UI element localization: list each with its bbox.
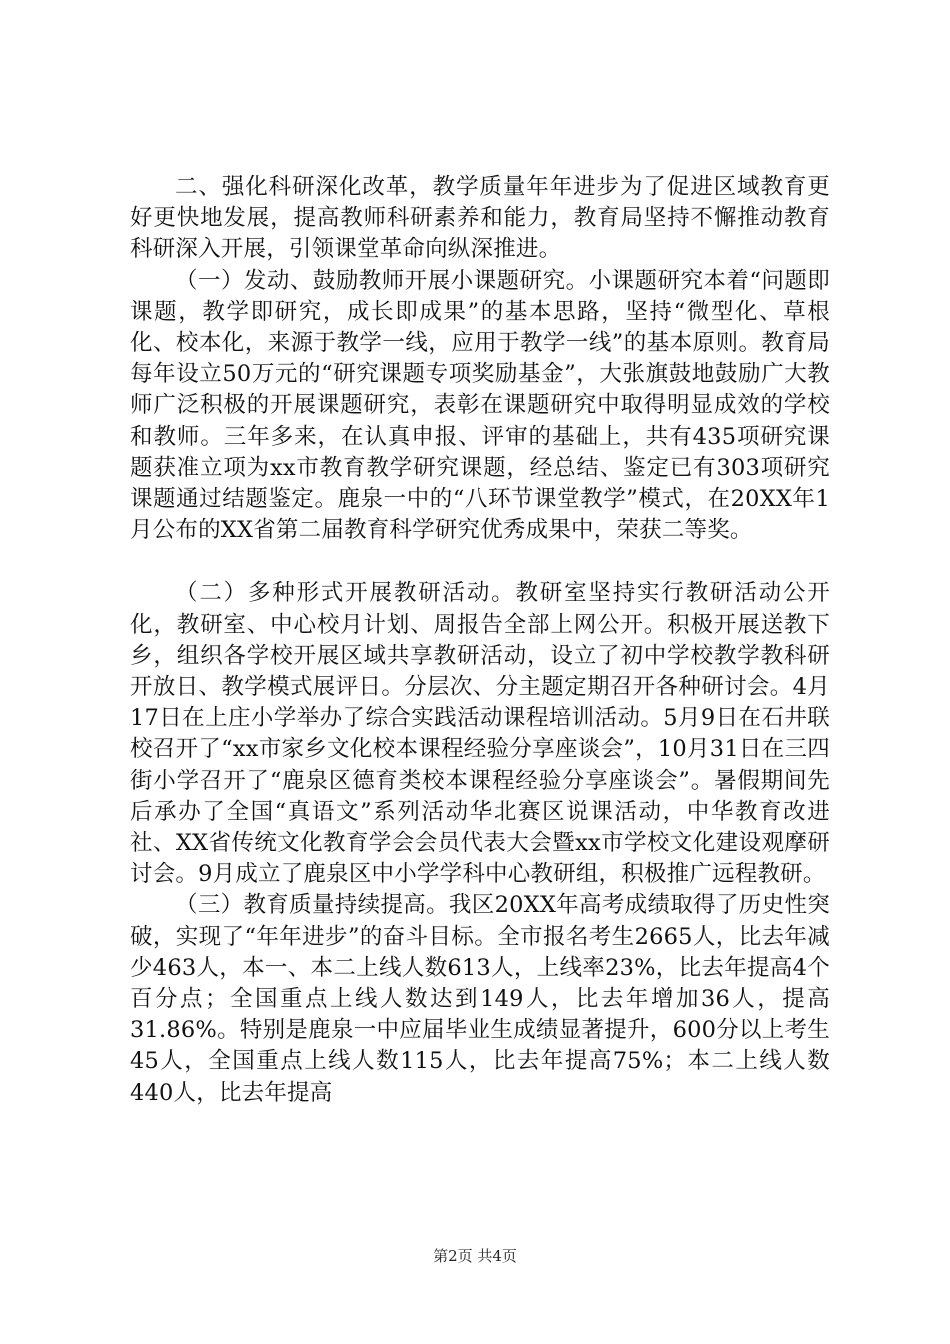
document-body: [130, 172, 830, 1109]
paragraph-subsection-three: （三）教育质量持续提高。我区20XX年高考成绩取得了历史性突破，实现了“年年进步”的奋斗目标。全市报名考生2665人，比去年减少463人，本一、本二上线人数613人，上线率23%，比去年提高4个百分点；全国重点上线人数达到149人，比去年增加36人，提高31.86%。特别是鹿泉一中应届毕业生成绩显著提升，600分以上考生45人，全国重点上线人数115人，比去年提高75%；本二上线人数440人，比去年提高: [130, 892, 830, 1106]
paragraph-subsection-two: （二）多种形式开展教研活动。教研室坚持实行教研活动公开化，教研室、中心校月计划、周报告全部上网公开。积极开展送教下乡，组织各学校开展区域共享教研活动，设立了初中学校教学教科研开放日、教学模式展评日。分层次、分主题定期召开各种研讨会。4月17日在上庄小学举办了综合实践活动课程培训活动。5月9日在石井联校召开了“xx市家乡文化校本课程经验分享座谈会”，10月31日在三四街小学召开了“鹿泉区德育类校本课程经验分享座谈会”。暑假期间先后承办了全国“真语文”系列活动华北赛区说课活动，中华教育改进社、XX省传统文化教育学会会员代表大会暨xx市学校文化建设观摩研讨会。9月成立了鹿泉区中小学学科中心教研组，积极推广远程教研。: [130, 580, 830, 888]
page-number-footer: 第2页 共4页: [433, 1247, 517, 1265]
paragraph-section-two: 二、强化科研深化改革，教学质量年年进步为了促进区域教育更好更快地发展，提高教师科研素养和能力，教育局坚持不懈推动教育科研深入开展，引领课堂革命向纵深推进。: [130, 174, 830, 263]
paragraph-spacer: [130, 546, 830, 578]
paragraph-subsection-one: （一）发动、鼓励教师开展小课题研究。小课题研究本着“问题即课题，教学即研究，成长即成果”的基本思路，坚持“微型化、草根化、校本化，来源于教学一线，应用于教学一线”的基本原则。教育局每年设立50万元的“研究课题专项奖励基金”，大张旗鼓地鼓励广大教师广泛积极的开展课题研究，表彰在课题研究中取得明显成效的学校和教师。三年多来，在认真申报、评审的基础上，共有435项研究课题获准立项为xx市教育教学研究课题，经总结、鉴定已有303项研究课题通过结题鉴定。鹿泉一中的“八环节课堂教学”模式，在20XX年1月公布的XX省第二届教育科学研究优秀成果中，荣获二等奖。: [130, 267, 830, 544]
